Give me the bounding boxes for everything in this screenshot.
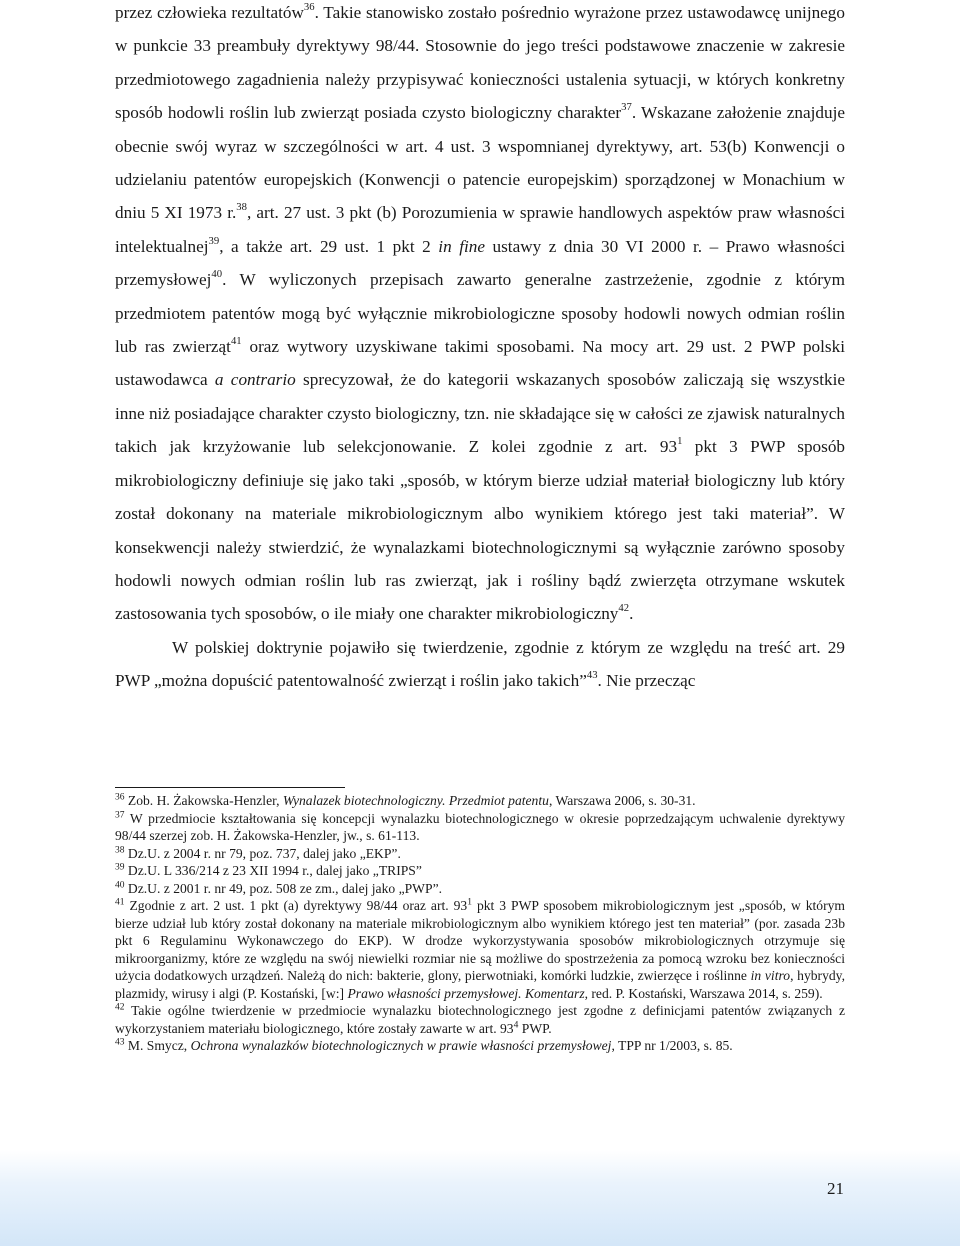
footnote-title: Prawo własności przemysłowej. Komentarz: [347, 985, 585, 1001]
italic-term: in fine: [438, 236, 485, 256]
footnote-ref-41[interactable]: 41: [230, 336, 242, 348]
article-superscript: 1: [467, 897, 472, 908]
footnote-38: [115, 845, 845, 863]
paragraph-2: [115, 631, 845, 698]
footnote-text: W przedmiocie kształtowania się koncepcji wynalazku biotechnologicznego w okresie poprzedzającym uchwalenie dyrektywy 98/44 szerzej zob. H. Żakowska-Henzler, jw., s. 61-113.: [115, 810, 845, 843]
footnote-text: PWP.: [518, 1020, 552, 1036]
footnotes: [115, 792, 845, 1055]
footnote-number: 43: [115, 1037, 125, 1048]
text-run: . Nie przecząc: [597, 671, 696, 691]
footnote-43: [115, 1037, 845, 1055]
footnote-ref-37[interactable]: 37: [621, 102, 632, 114]
text-run: sprecyzował, że do kategorii wskazanych sposobów zaliczają się wszystkie inne niż posiadające charakter czysto biologiczny, tzn. nie składające się w całości ze zjawisk naturalnych takich jak krzyżowanie lub selekcjonowanie. Z kolei zgodnie z art. 93: [115, 370, 845, 457]
footnote-text: Zgodnie z art. 2 ust. 1 pkt (a) dyrektywy 98/44 oraz art. 93: [124, 898, 468, 913]
text-run: oraz wytwory uzyskiwane takimi sposobami. Na mocy art. 29 ust. 2 PWP polski ustawodawca: [115, 337, 845, 390]
italic-term: a contrario: [214, 370, 296, 390]
main-text: [115, 0, 845, 698]
text-run: . Takie stanowisko zostało pośrednio wyrażone przez ustawodawcę unijnego w punkcie 33 preambuły dyrektywy 98/44. Stosownie do jego treści podstawowe znaczenie w zakresie przedmiotowego zagadnienia należy przypisywać konieczności ustalenia sytuacji, w których konkretny sposób hodowli roślin lub zwierząt posiada czysto biologiczny charakter: [115, 3, 845, 123]
footnote-title: Ochrona wynalazków biotechnologicznych w prawie własności przemysłowej: [190, 1038, 612, 1053]
page-footer: [0, 1150, 960, 1246]
article-superscript: 1: [677, 436, 683, 448]
text-run: , art. 27 ust. 3 pkt (b) Porozumienia w sprawie handlowych aspektów praw własności intelektualnej: [115, 203, 845, 256]
footnote-ref-39[interactable]: 39: [208, 235, 220, 247]
text-run: W polskiej doktrynie pojawiło się twierdzenie, zgodnie z którym ze względu na treść art. 29 PWP „można dopuścić patentowalność zwierząt i roślin jako takich”: [115, 637, 845, 691]
footnote-text: Zob. H. Żakowska-Henzler,: [124, 793, 283, 808]
text-run: , a także art. 29 ust. 1 pkt 2: [219, 236, 439, 256]
footnote-37: [115, 810, 845, 845]
text-run: pkt 3 PWP sposób mikrobiologiczny definiuje się jako taki „sposób, w którym bierze udział materiał biologiczny lub który został dokonany na materiale mikrobiologicznym albo wynikiem którego jest taki materiał”. W konsekwencji należy stwierdzić, że wynalazkami biotechnologicznymi są wyłącznie zarówno sposoby hodowli nowych odmian roślin lub ras zwierząt, jak i rośliny bądź zwierzęta otrzymane wskutek zastosowania tych sposobów, o ile miały one charakter mikrobiologiczny: [115, 437, 846, 624]
footnote-text: M. Smycz,: [124, 1038, 191, 1053]
footnote-text: pkt 3 PWP sposobem mikrobiologicznym jest „sposób, w którym bierze udział lub który został dokonany na materiale mikrobiologicznym albo wynikiem którego jest ten materiał” (por. zasada 23b pkt 6 Regulaminu Wykonawczego do EKP). W drodze wykorzystywania sposobów mikrobiologicznych otrzymuje się mikroorganizmy, które ze względu na swój niewielki rozmiar nie są możliwe do spostrzeżenia za pomocą wzroku bez konieczności użycia dodatkowych urządzeń. Należą do nich: bakterie, glony, pierwotniaki, komórki ludzkie, zwierzęce i roślinne: [115, 898, 846, 983]
footnote-text: Dz.U. z 2001 r. nr 49, poz. 508 ze zm., dalej jako „PWP”.: [124, 880, 442, 896]
footnote-number: 36: [115, 792, 125, 803]
footnote-text: , Warszawa 2006, s. 30-31.: [548, 793, 696, 808]
footnote-40: [115, 880, 845, 898]
footnote-ref-38[interactable]: 38: [236, 202, 247, 214]
footnote-39: [115, 862, 845, 880]
page-number: 21: [827, 1179, 844, 1198]
article-superscript: 4: [513, 1019, 519, 1030]
footnote-number: 39: [115, 862, 125, 873]
footnote-number: 40: [115, 879, 125, 890]
footnote-title: Wynalazek biotechnologiczny. Przedmiot patentu: [282, 793, 549, 808]
footnote-separator: [115, 787, 345, 788]
footnote-number: 37: [115, 809, 125, 820]
footnote-ref-43[interactable]: 43: [586, 670, 598, 682]
paragraph-1: [115, 0, 845, 631]
footnote-text: Dz.U. L 336/214 z 23 XII 1994 r., dalej jako „TRIPS”: [124, 863, 422, 878]
footnote-36: [115, 792, 845, 810]
footnote-number: 41: [115, 897, 125, 908]
footnote-number: 38: [115, 844, 125, 855]
text-run: . W wyliczonych przepisach zawarto generalne zastrzeżenie, zgodnie z którym przedmiotem patentów mogą być wyłącznie mikrobiologiczne sposoby hodowli nowych odmian roślin lub ras zwierząt: [115, 270, 845, 357]
footnote-text: Takie ogólne twierdzenie w przedmiocie wynalazku biotechnologicznego jest zgodne z definicjami patentów związanych z wykorzystaniem materiału biologicznego, które zostały zawarte w art. 93: [115, 1003, 845, 1036]
text-run: przez człowieka rezultatów: [115, 3, 304, 22]
footnote-41: [115, 897, 845, 1002]
footnote-42: [115, 1002, 845, 1037]
footnote-text: Dz.U. z 2004 r. nr 79, poz. 737, dalej jako „EKP”.: [124, 845, 401, 861]
footnote-ref-42[interactable]: 42: [618, 603, 630, 615]
footnote-text: , TPP nr 1/2003, s. 85.: [611, 1038, 733, 1053]
text-run: ustawy z dnia 30 VI 2000 r. – Prawo własności przemysłowej: [115, 236, 845, 290]
footnote-text: , hybrydy, plazmidy, wirusy i algi (P. Kostański, [w:]: [115, 968, 845, 1001]
footnote-number: 42: [115, 1002, 125, 1013]
text-run: .: [629, 604, 634, 624]
footnote-ref-40[interactable]: 40: [211, 269, 223, 281]
footnote-text: , red. P. Kostański, Warszawa 2014, s. 259).: [584, 985, 823, 1001]
footnote-ref-36[interactable]: 36: [303, 2, 315, 14]
text-run: . Wskazane założenie znajduje obecnie swój wyraz w szczególności w art. 4 ust. 3 wspomnianej dyrektywy, art. 53(b) Konwencji o udzielaniu patentów europejskich (Konwencji o patencie europejskim) sporządzonej w Monachium w dniu 5 XI 1973 r.: [115, 103, 846, 223]
italic-term: in vitro: [750, 968, 791, 983]
